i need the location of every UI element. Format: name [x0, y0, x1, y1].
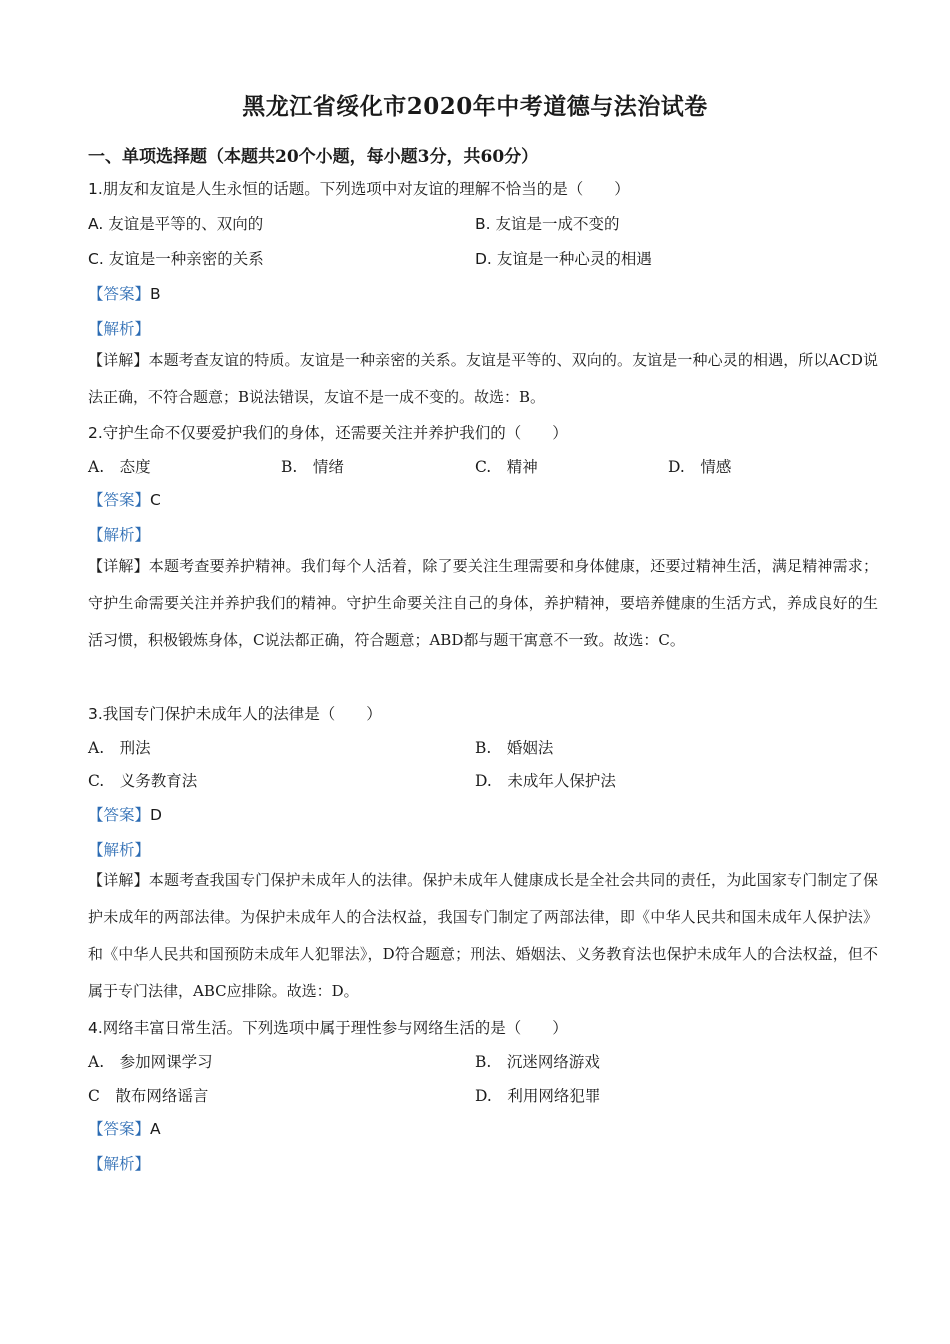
question-4-option-d: D. 利用网络犯罪	[475, 1087, 601, 1105]
question-3-stem: 3.我国专门保护未成年人的法律是（ ）	[88, 705, 382, 723]
question-2-detail: 【详解】本题考查要养护精神。我们每个人活着，除了要关注生理需要和身体健康，还要过精神生活，满足精神需求；守护生命需要关注并养护我们的精神。守护生命要关注自己的身体，养护精神，要培养健康的生活方式，养成良好的生活习惯，积极锻炼身体，C说法都正确，符合题意；ABD都与题干寓意不一致。故选：C。	[88, 557, 878, 649]
question-3-option-a: A. 刑法	[88, 739, 151, 757]
question-1-detail: 【详解】本题考查友谊的特质。友谊是一种亲密的关系。友谊是平等的、双向的。友谊是一种心灵的相遇，所以ACD说法正确，不符合题意；B说法错误，友谊不是一成不变的。故选：B。	[88, 351, 878, 406]
question-1-option-d: D. 友谊是一种心灵的相遇	[475, 250, 652, 268]
question-1-option-a: A. 友谊是平等的、双向的	[88, 215, 264, 233]
question-4-option-a: A. 参加网课学习	[88, 1053, 213, 1071]
section-heading: 一、单项选择题（本题共20个小题，每小题3分，共60分）	[88, 147, 539, 167]
question-3-option-b: B. 婚姻法	[475, 739, 554, 757]
question-number: 1.	[88, 180, 103, 198]
question-3-option-c: C. 义务教育法	[88, 772, 198, 790]
question-3-detail: 【详解】本题考查我国专门保护未成年人的法律。保护未成年人健康成长是全社会共同的责任，为此国家专门制定了保护未成年的两部法律。为保护未成年人的合法权益，我国专门制定了两部法律，即《中华人民共和国未成年人保护法》和《中华人民共和国预防未成年人犯罪法》，D符合题意；刑法、婚姻法、义务教育法也保护未成年人的合法权益，但不属于专门法律，ABC应排除。故选：D。	[88, 871, 878, 1000]
question-2-analysis-tag: 【解析】	[88, 526, 151, 544]
question-2-option-a: A. 态度	[88, 458, 151, 476]
question-1-option-b: B. 友谊是一成不变的	[475, 215, 620, 233]
question-1-stem: 1.朋友和友谊是人生永恒的话题。下列选项中对友谊的理解不恰当的是（ ）	[88, 180, 630, 198]
question-3-option-d: D. 未成年人保护法	[475, 772, 616, 790]
question-2-option-c: C. 精神	[475, 458, 538, 476]
question-3-answer: 【答案】D	[88, 806, 162, 824]
question-1-answer: 【答案】B	[88, 285, 161, 303]
question-2-answer: 【答案】C	[88, 491, 161, 509]
question-4-option-b: B. 沉迷网络游戏	[475, 1053, 600, 1071]
question-1-analysis-tag: 【解析】	[88, 320, 151, 338]
question-3-analysis-tag: 【解析】	[88, 841, 151, 859]
question-4-option-c: C 散布网络谣言	[88, 1087, 209, 1105]
question-2-option-d: D. 情感	[668, 458, 732, 476]
question-2-stem: 2.守护生命不仅要爱护我们的身体，还需要关注并养护我们的（ ）	[88, 424, 568, 442]
question-2-option-b: B. 情绪	[281, 458, 344, 476]
question-1-option-c: C. 友谊是一种亲密的关系	[88, 250, 264, 268]
exam-title: 黑龙江省绥化市2020年中考道德与法治试卷	[242, 93, 708, 120]
question-4-answer: 【答案】A	[88, 1120, 161, 1138]
question-4-stem: 4.网络丰富日常生活。下列选项中属于理性参与网络生活的是（ ）	[88, 1019, 568, 1037]
question-4-analysis-tag: 【解析】	[88, 1155, 151, 1173]
